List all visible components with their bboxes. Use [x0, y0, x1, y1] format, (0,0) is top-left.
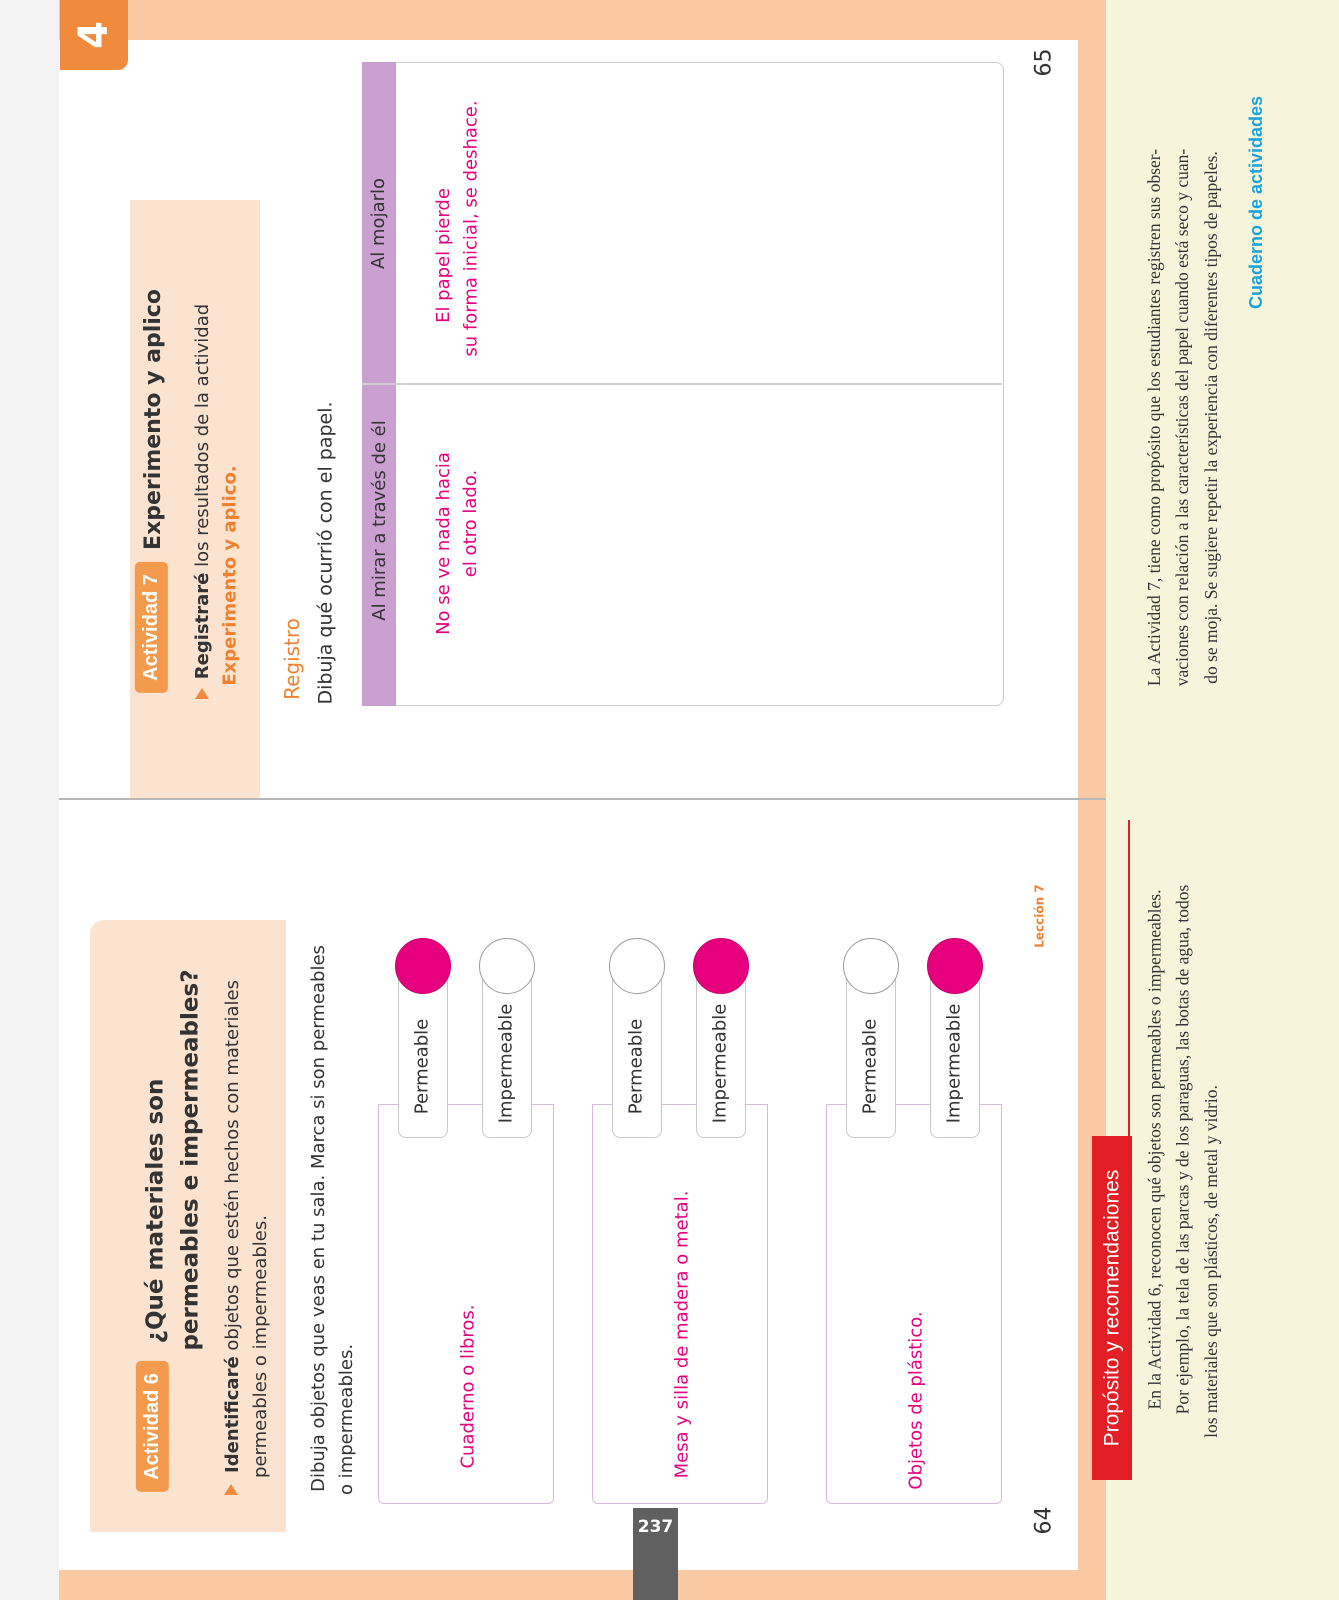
left-page-number: 64	[1031, 1506, 1057, 1534]
registro-prompt: Dibuja qué ocurrió con el papel.	[315, 401, 337, 705]
section-label: Registro	[280, 618, 304, 700]
guide-link[interactable]: Cuaderno de actividades	[1246, 95, 1267, 309]
guide-heading: Propósito y recomendaciones	[1100, 1169, 1123, 1447]
activity6-prompt-line2: o impermeables.	[336, 1343, 358, 1495]
radio-permeable-1[interactable]	[395, 938, 451, 994]
guide-para1-line1: En la Actividad 6, reconocen qué objetos son permeables o impermeables.	[1144, 889, 1165, 1409]
option-label: Impermeable	[495, 1003, 517, 1123]
page-gutter	[59, 798, 1106, 800]
col1-answer-line2: el otro lado.	[460, 469, 482, 577]
col1-header: Al mirar a través de él	[368, 419, 390, 621]
instruction-link: Experimento y aplico.	[219, 464, 241, 686]
guide-para1-line3: los materiales que son plásticos, de metal y vidrio.	[1200, 1084, 1221, 1438]
radio-permeable-3[interactable]	[843, 938, 899, 994]
radio-permeable-2[interactable]	[609, 938, 665, 994]
activity7-tag: Actividad 7	[135, 562, 168, 693]
option-label: Permeable	[859, 1018, 881, 1114]
activity6-instruction-line2: permeables o impermeables.	[249, 1214, 271, 1478]
option-label: Impermeable	[943, 1003, 965, 1123]
lesson-label: Lección 7	[1033, 884, 1048, 948]
instruction-text: objetos que estén hechos con materiales	[221, 979, 243, 1351]
activity7-title: Experimento y aplico	[140, 288, 166, 550]
chapter-number: 4	[71, 21, 117, 49]
activity6-title-line2: permeables e impermeables?	[178, 969, 204, 1351]
table-divider	[362, 383, 1002, 385]
radio-impermeable-2[interactable]	[693, 938, 749, 994]
scan-margin	[0, 0, 60, 1600]
guide-para1-line2: Por ejemplo, la tela de las parcas y de los paraguas, las botas de agua, todos	[1172, 884, 1193, 1414]
option-label: Permeable	[625, 1018, 647, 1114]
row3-answer: Objetos de plástico.	[905, 1310, 927, 1490]
guide-para2-line2: vaciones con relación a las características del papel cuando está seco y cuan-	[1172, 148, 1193, 686]
activity6-instruction	[222, 980, 243, 1473]
col1-answer-line1: No se ve nada hacia	[432, 451, 454, 635]
guide-para2-line1: La Actividad 7, tiene como propósito que los estudiantes registren sus obser-	[1144, 148, 1165, 686]
col2-header: Al mojarlo	[368, 177, 390, 269]
option-label: Permeable	[411, 1018, 433, 1114]
col2-answer-line2: su forma inicial, se deshace.	[460, 99, 482, 357]
instruction-bold: Registraré	[192, 572, 214, 679]
option-label: Impermeable	[709, 1003, 731, 1123]
row2-answer: Mesa y silla de madera o metal.	[671, 1190, 693, 1478]
page-badge-number: 237	[637, 1517, 674, 1537]
radio-impermeable-1[interactable]	[479, 938, 535, 994]
instruction-bold: Identificaré	[221, 1355, 243, 1473]
bullet-icon	[224, 1484, 238, 1495]
instruction-text: los resultados de la actividad	[192, 303, 214, 567]
guide-para2-line3: do se moja. Se sugiere repetir la experiencia con diferentes tipos de papeles.	[1200, 150, 1221, 684]
col2-answer-line1: El papel pierde	[432, 187, 454, 323]
activity6-tag: Actividad 6	[136, 1361, 169, 1492]
activity7-instruction	[193, 303, 214, 678]
radio-impermeable-3[interactable]	[927, 938, 983, 994]
right-page-number: 65	[1031, 48, 1057, 76]
row1-answer: Cuaderno o libros.	[457, 1303, 479, 1469]
bullet-icon	[195, 688, 209, 699]
activity6-title-line1: ¿Qué materiales son	[142, 1078, 168, 1344]
activity6-prompt-line1: Dibuja objetos que veas en tu sala. Marca si son permeables	[307, 944, 329, 1492]
